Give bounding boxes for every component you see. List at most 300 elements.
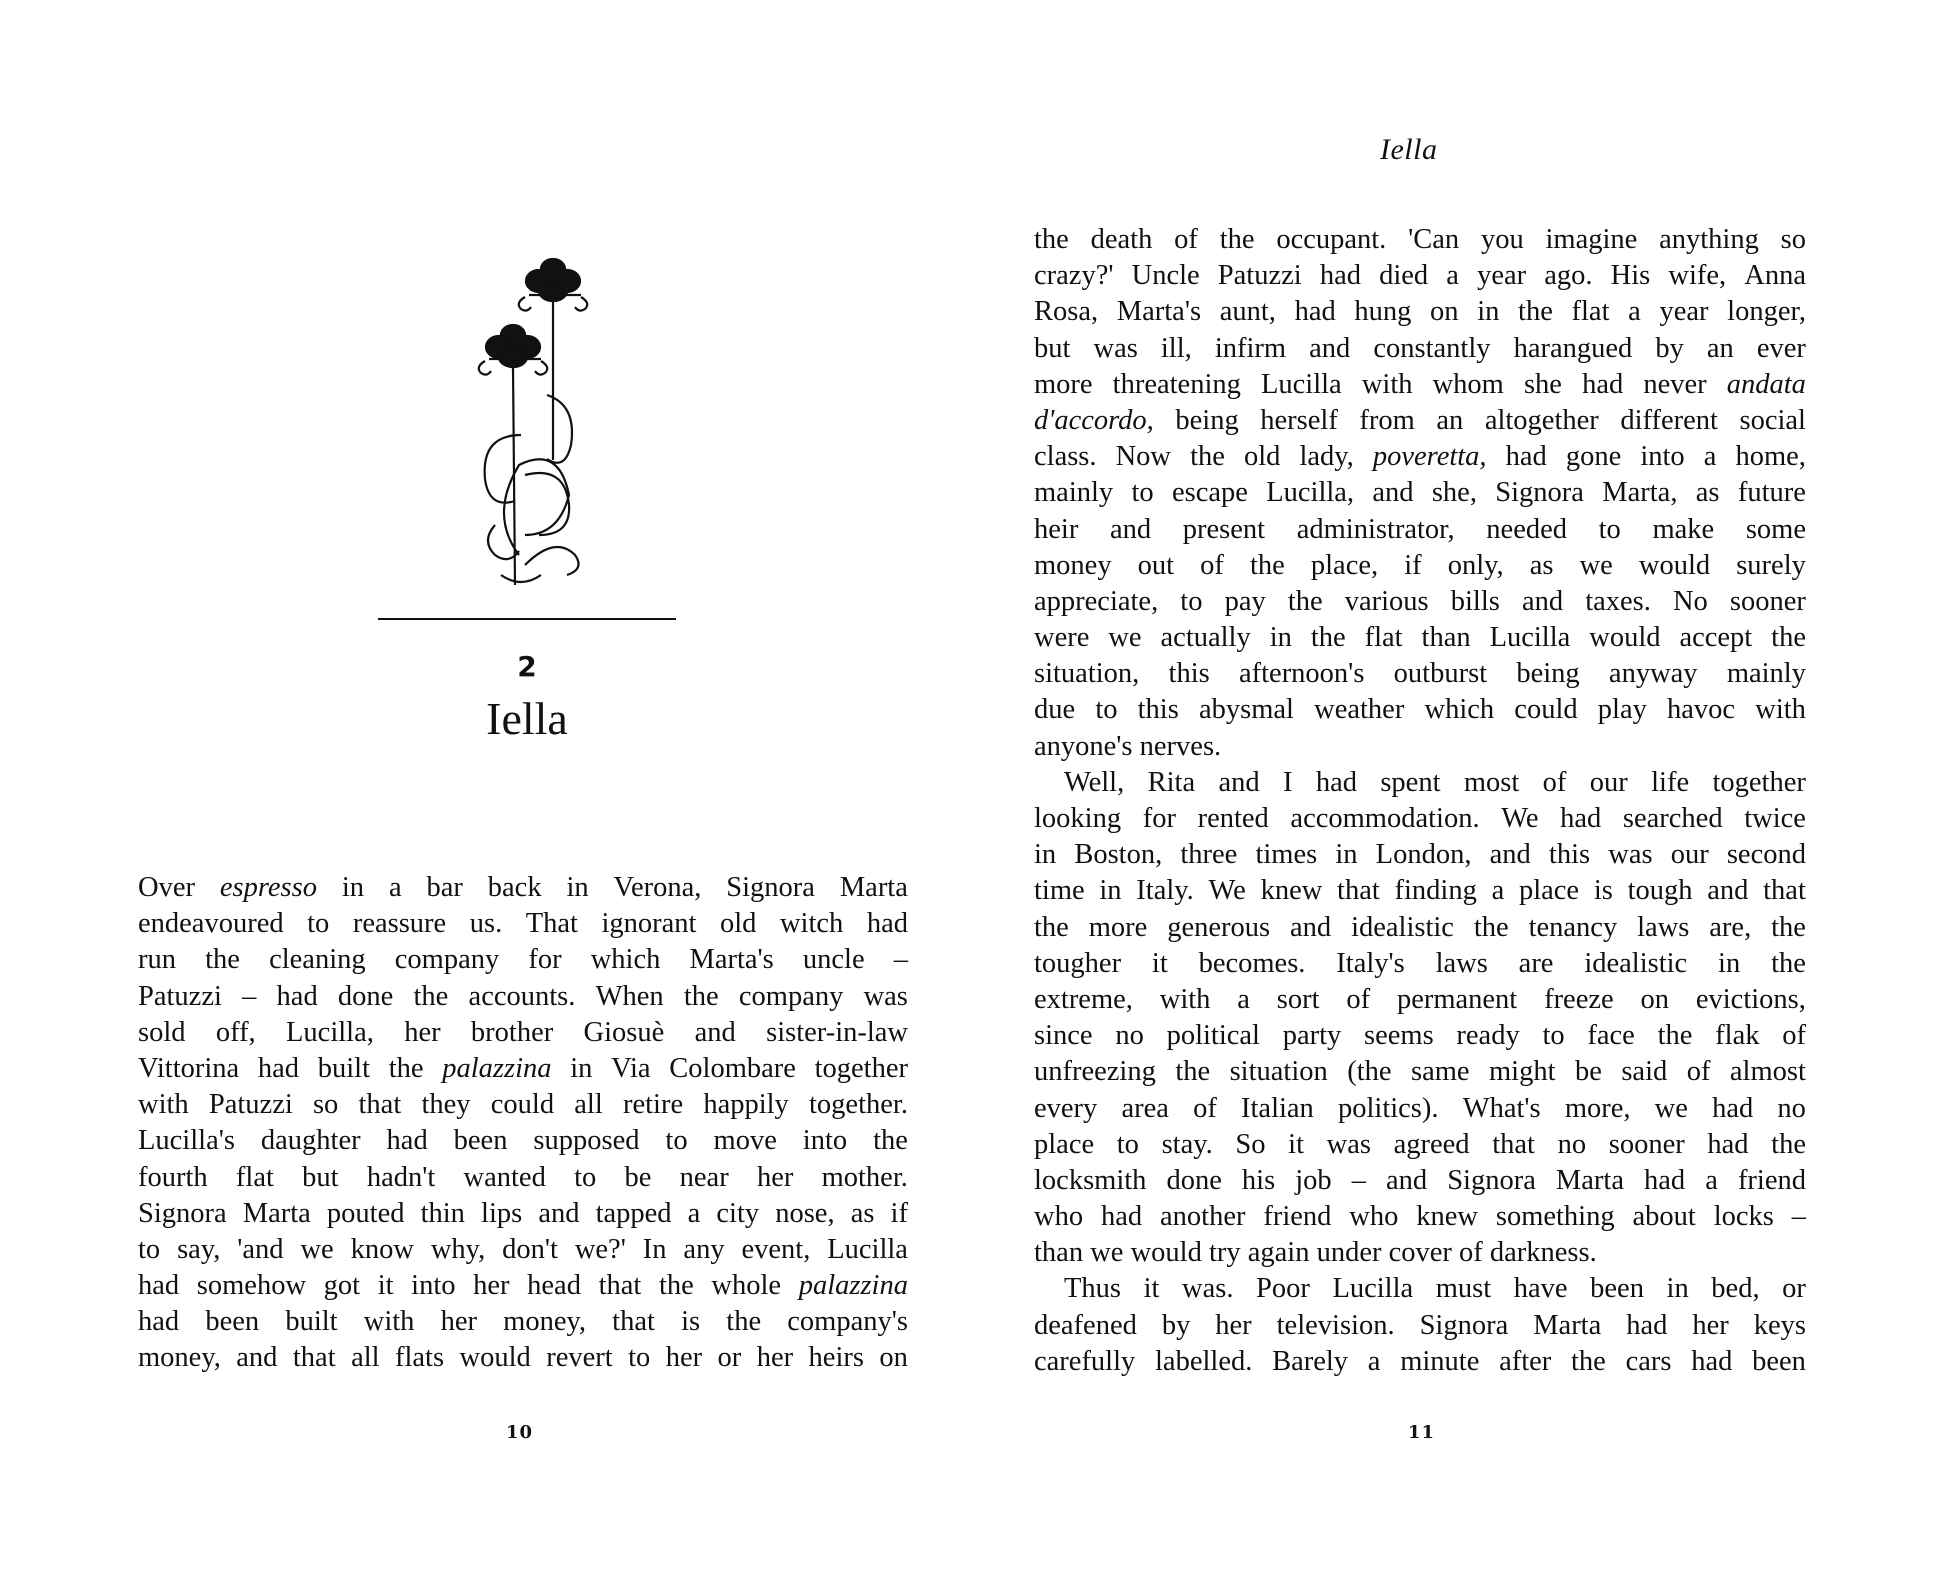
word: the [1518, 296, 1553, 328]
text-line [1034, 222, 1806, 258]
word: are [1518, 947, 1554, 979]
word: if [890, 1197, 908, 1229]
word: Poor [1256, 1273, 1310, 1305]
word: is [681, 1306, 701, 1338]
word: Italy. [1136, 875, 1194, 907]
word: the [1771, 622, 1806, 654]
word: party [1282, 1020, 1342, 1052]
word: a [1705, 1164, 1718, 1196]
word: we [1108, 622, 1142, 654]
word: it [1143, 1273, 1160, 1305]
word: Boston, [1074, 839, 1163, 871]
word: Uncle [1131, 260, 1200, 292]
page-number-right: 11 [1408, 1422, 1436, 1443]
word: no [1777, 1092, 1806, 1124]
word: done [1166, 1164, 1222, 1196]
word: had [138, 1306, 180, 1338]
word: So [1235, 1128, 1266, 1160]
word: her [1215, 1309, 1252, 1341]
word: head [527, 1270, 581, 1302]
word: no [1115, 1020, 1144, 1052]
text-line [1034, 294, 1806, 330]
text-line [1034, 548, 1806, 584]
word: palazzina [442, 1052, 552, 1084]
word: 'and [237, 1233, 284, 1265]
word: Italy's [1336, 947, 1405, 979]
word: that [358, 1089, 402, 1121]
text-line [1034, 584, 1806, 620]
word: d'accordo, [1034, 404, 1154, 436]
word: almost [1729, 1056, 1806, 1088]
chapter-number: 2 [517, 650, 537, 683]
word: Verona, [613, 872, 702, 903]
word: tough [1627, 875, 1693, 907]
right-body-text [1034, 222, 1806, 1380]
word: or [1782, 1273, 1806, 1305]
word: andata [1726, 368, 1806, 400]
word: infirm [1214, 332, 1287, 364]
word: We [1501, 803, 1539, 834]
word: for [1142, 803, 1176, 834]
flower-ornament-icon [465, 255, 605, 595]
word: the [1310, 622, 1346, 654]
text-line [1034, 982, 1806, 1018]
word: unfreezing [1034, 1056, 1156, 1088]
word: who [1034, 1201, 1084, 1233]
word: that [612, 1306, 655, 1338]
word: to [1131, 477, 1154, 509]
word: she, [1431, 477, 1477, 509]
word: as [1695, 477, 1720, 509]
word: second [1726, 839, 1806, 871]
word: that [292, 1342, 336, 1374]
text-line [1034, 1163, 1806, 1199]
word: it [1151, 947, 1168, 979]
word: done [337, 980, 394, 1012]
text-line [138, 1340, 908, 1376]
word: to [574, 1161, 597, 1193]
text-line [1034, 692, 1806, 728]
word: uncle [802, 944, 865, 976]
word: taxes. [1585, 585, 1651, 617]
word: which [590, 944, 661, 976]
word: ever [1756, 332, 1806, 364]
word: but [1034, 332, 1071, 364]
word: been [453, 1125, 508, 1157]
word: in [566, 872, 589, 903]
word: heirs [808, 1342, 864, 1374]
word: been [205, 1306, 260, 1338]
word: I [1282, 766, 1293, 798]
word: never [1643, 368, 1707, 400]
word: which [1424, 694, 1495, 726]
text-line [138, 1160, 908, 1196]
word: could [1514, 694, 1578, 726]
word: present [1182, 513, 1266, 545]
word: palazzina [798, 1270, 908, 1302]
word: the [658, 1270, 694, 1302]
word: might [1489, 1056, 1556, 1088]
word: we [1579, 549, 1613, 581]
word: bar [426, 872, 463, 903]
word: sister-in-law [766, 1016, 908, 1048]
word: Rosa, [1034, 296, 1099, 328]
word: revert [546, 1342, 613, 1374]
word: company [738, 980, 844, 1012]
word: and [1707, 875, 1749, 907]
word: Marta's [689, 944, 774, 976]
word: Italian [1241, 1092, 1314, 1124]
word: darkness. [1489, 1237, 1597, 1269]
text-line [138, 870, 908, 906]
word: political [1166, 1020, 1260, 1052]
word: Patuzzi [1217, 260, 1302, 292]
word: died [1379, 260, 1429, 292]
word: idealistic [1584, 947, 1688, 979]
word: why, [430, 1233, 486, 1265]
word: face [1587, 1020, 1635, 1052]
word: we [300, 1233, 334, 1265]
word: this [1548, 839, 1591, 871]
word: play [1597, 694, 1647, 726]
word: hung [1354, 296, 1412, 328]
word: to [628, 1342, 651, 1374]
word: the [388, 1052, 424, 1084]
word: searched [1622, 803, 1723, 834]
word: her [756, 1161, 794, 1193]
word: had [276, 980, 318, 1012]
text-line [138, 906, 908, 942]
word: 'Can [1408, 224, 1460, 255]
word: – [1791, 1201, 1806, 1233]
word: with [363, 1306, 415, 1338]
word: same [1410, 1056, 1470, 1088]
word: a [687, 1197, 701, 1229]
word: job [1295, 1164, 1332, 1196]
word: had [1707, 1128, 1749, 1160]
word: of [1542, 766, 1567, 798]
word: a [1367, 1345, 1381, 1377]
word: she [1523, 368, 1562, 400]
word: a [388, 872, 402, 903]
word: twice [1744, 803, 1806, 834]
word: and [538, 1197, 580, 1229]
word: afternoon's [1238, 658, 1365, 690]
word: company's [787, 1306, 908, 1338]
word: deafened [1034, 1309, 1137, 1341]
word: more [1088, 911, 1148, 943]
word: the [1473, 911, 1509, 943]
word: Now [1115, 441, 1172, 473]
word: generous [1167, 911, 1271, 943]
word: in [1269, 622, 1292, 654]
word: pay [1224, 585, 1266, 617]
word: ill, [1160, 332, 1192, 364]
word: labelled. [1155, 1345, 1253, 1377]
word: locks [1713, 1201, 1774, 1233]
word: time [1034, 875, 1085, 907]
text-line [1034, 873, 1806, 909]
word: to [1095, 694, 1118, 726]
word: constantly [1373, 332, 1491, 364]
word: to [1116, 1128, 1139, 1160]
word: bed, [1711, 1273, 1760, 1305]
word: to [138, 1233, 161, 1265]
word: had [1100, 1201, 1143, 1233]
word: death [1090, 224, 1153, 255]
word: No [1672, 585, 1708, 617]
word: place, [1310, 549, 1379, 581]
word: actually [1160, 622, 1251, 654]
word: brother [470, 1016, 554, 1048]
word: ago. [1544, 260, 1593, 292]
word: His [1610, 260, 1651, 292]
word: home, [1735, 441, 1806, 473]
word: had [866, 908, 908, 940]
word: and [1290, 911, 1332, 943]
word: as [850, 1197, 875, 1229]
word: laws [1435, 947, 1488, 979]
word: London, [1375, 839, 1472, 871]
word: knew [1260, 875, 1323, 907]
word: year [1477, 260, 1527, 292]
word: into [411, 1270, 456, 1302]
word: said [1621, 1056, 1668, 1088]
word: together. [809, 1089, 908, 1121]
word: and [1489, 839, 1531, 871]
word: harangued [1513, 332, 1633, 364]
word: knew [1416, 1201, 1478, 1233]
word: thin [420, 1197, 465, 1229]
text-line [138, 942, 908, 978]
word: our [1589, 766, 1628, 798]
word: had [1712, 1092, 1754, 1124]
word: our [1670, 839, 1709, 871]
text-line [1034, 258, 1806, 294]
word: situation, [1034, 658, 1140, 690]
word: friend [1263, 1201, 1332, 1233]
word: this [1137, 694, 1179, 726]
word: Lucilla, [286, 1016, 374, 1048]
word: of [1346, 983, 1371, 1015]
word: had [1644, 1164, 1686, 1196]
word: accept [1679, 622, 1753, 654]
word: and [1218, 766, 1260, 798]
word: Lucilla [1332, 1273, 1414, 1305]
word: been [1590, 1273, 1644, 1305]
word: had [138, 1270, 180, 1302]
word: whom [1432, 368, 1504, 400]
word: freeze [1544, 983, 1614, 1015]
word: laws [1637, 911, 1690, 943]
word: ready [1456, 1020, 1520, 1052]
word: are, [1709, 911, 1752, 943]
word: that [1763, 875, 1806, 907]
word: out [1137, 549, 1175, 581]
word: the [683, 980, 719, 1012]
word: various [1344, 585, 1429, 617]
word: future [1737, 477, 1806, 509]
word: fourth [138, 1161, 208, 1193]
word: and [236, 1342, 278, 1374]
word: the [1287, 585, 1323, 617]
word: of [1174, 224, 1198, 255]
text-line [1034, 1344, 1806, 1380]
word: money [1034, 549, 1112, 581]
word: tougher [1034, 947, 1122, 979]
word: altogether [1484, 404, 1599, 436]
word: would [1589, 622, 1661, 654]
word: since [1034, 1020, 1093, 1052]
word: lips [481, 1197, 523, 1229]
word: rented [1197, 803, 1269, 834]
word: appreciate, [1034, 585, 1159, 617]
word: the [1034, 911, 1069, 943]
word: on [1640, 983, 1670, 1015]
word: say, [177, 1233, 221, 1265]
word: under [1316, 1237, 1382, 1269]
left-body-text [138, 870, 908, 1377]
word: event, [741, 1233, 811, 1265]
word: evictions, [1695, 983, 1806, 1015]
word: Via [611, 1052, 651, 1084]
text-line [138, 1268, 908, 1304]
text-line [1034, 367, 1806, 403]
word: with [1361, 368, 1413, 400]
word: of [1459, 1237, 1483, 1269]
word: sooner [1729, 585, 1806, 617]
word: that [1492, 1128, 1535, 1160]
word: flat [1364, 622, 1403, 654]
word: the [1219, 224, 1255, 255]
word: had [1319, 260, 1361, 292]
text-line [138, 1015, 908, 1051]
word: life [1651, 766, 1690, 798]
word: nerves. [1139, 730, 1222, 762]
word: somehow [196, 1270, 307, 1302]
word: finding [1394, 875, 1477, 907]
word: the [1771, 947, 1806, 979]
word: with [138, 1089, 189, 1121]
word: the [1175, 1056, 1211, 1088]
word: witch [779, 908, 844, 940]
word: cleaning [269, 944, 366, 976]
word: Colombare [669, 1052, 796, 1084]
word: the [205, 944, 240, 976]
word: being [1516, 658, 1580, 690]
word: Lucilla [1260, 368, 1342, 400]
word: Signora [1495, 477, 1584, 509]
word: place [1518, 875, 1580, 907]
text-line [138, 1304, 908, 1340]
word: Marta [839, 872, 908, 903]
word: outburst [1393, 658, 1488, 690]
word: accounts. [468, 980, 576, 1012]
word: heir [1034, 513, 1079, 545]
word: got [323, 1270, 361, 1302]
word: class. [1034, 441, 1097, 473]
word: had [1582, 368, 1624, 400]
text-line [1034, 729, 1806, 765]
word: after [1499, 1345, 1552, 1377]
word: In [642, 1233, 667, 1265]
word: run [138, 944, 176, 976]
word: sort [1276, 983, 1320, 1015]
word: aunt, [1219, 296, 1276, 328]
word: idealistic [1351, 911, 1454, 943]
word: together [1712, 766, 1806, 798]
word: television. [1276, 1309, 1395, 1341]
word: daughter [260, 1125, 361, 1157]
word: accommodation. [1290, 803, 1480, 834]
word: Lucilla, [1266, 477, 1355, 509]
word: flak [1715, 1020, 1760, 1052]
word: was. [1182, 1273, 1234, 1305]
word: in [1034, 839, 1057, 871]
word: imagine [1545, 224, 1638, 255]
word: most [1463, 766, 1520, 798]
word: make [1652, 513, 1715, 545]
word: all [574, 1089, 603, 1121]
word: would [1130, 1237, 1202, 1269]
word: surely [1736, 549, 1806, 581]
word: That [525, 908, 578, 940]
word: her [473, 1270, 510, 1302]
word: extreme, [1034, 983, 1133, 1015]
word: mainly [1726, 658, 1806, 690]
text-line [1034, 946, 1806, 982]
word: What's [1462, 1092, 1541, 1124]
text-line [1034, 331, 1806, 367]
word: so [312, 1089, 339, 1121]
word: flats [395, 1342, 445, 1374]
word: and [1372, 477, 1414, 509]
word: her [756, 1342, 794, 1374]
word: Signora [1419, 1309, 1509, 1341]
word: the [413, 980, 449, 1012]
word: pouted [326, 1197, 405, 1229]
word: but [302, 1161, 339, 1193]
word: to [1180, 585, 1203, 617]
word: in [1666, 1273, 1689, 1305]
word: tenancy [1528, 911, 1618, 943]
word: Rita [1147, 766, 1196, 798]
word: of [1200, 549, 1224, 581]
word: lady, [1299, 441, 1354, 473]
word: it [377, 1270, 394, 1302]
word: the [1771, 1128, 1806, 1160]
word: (the [1347, 1056, 1392, 1088]
word: back [487, 872, 542, 903]
word: agreed [1393, 1128, 1470, 1160]
word: must [1435, 1273, 1492, 1305]
word: due [1034, 694, 1076, 726]
word: was [863, 980, 908, 1012]
word: all [351, 1342, 380, 1374]
word: was [1093, 332, 1138, 364]
word: about [1632, 1201, 1696, 1233]
word: of [1782, 1020, 1806, 1052]
word: again [1247, 1237, 1310, 1269]
word: and [1309, 332, 1351, 364]
word: times [1255, 839, 1318, 871]
word: an [1706, 332, 1734, 364]
word: endeavoured [138, 908, 284, 940]
word: on [879, 1342, 908, 1374]
word: be [1574, 1056, 1602, 1088]
word: money, [503, 1306, 586, 1338]
text-line [1034, 1018, 1806, 1054]
